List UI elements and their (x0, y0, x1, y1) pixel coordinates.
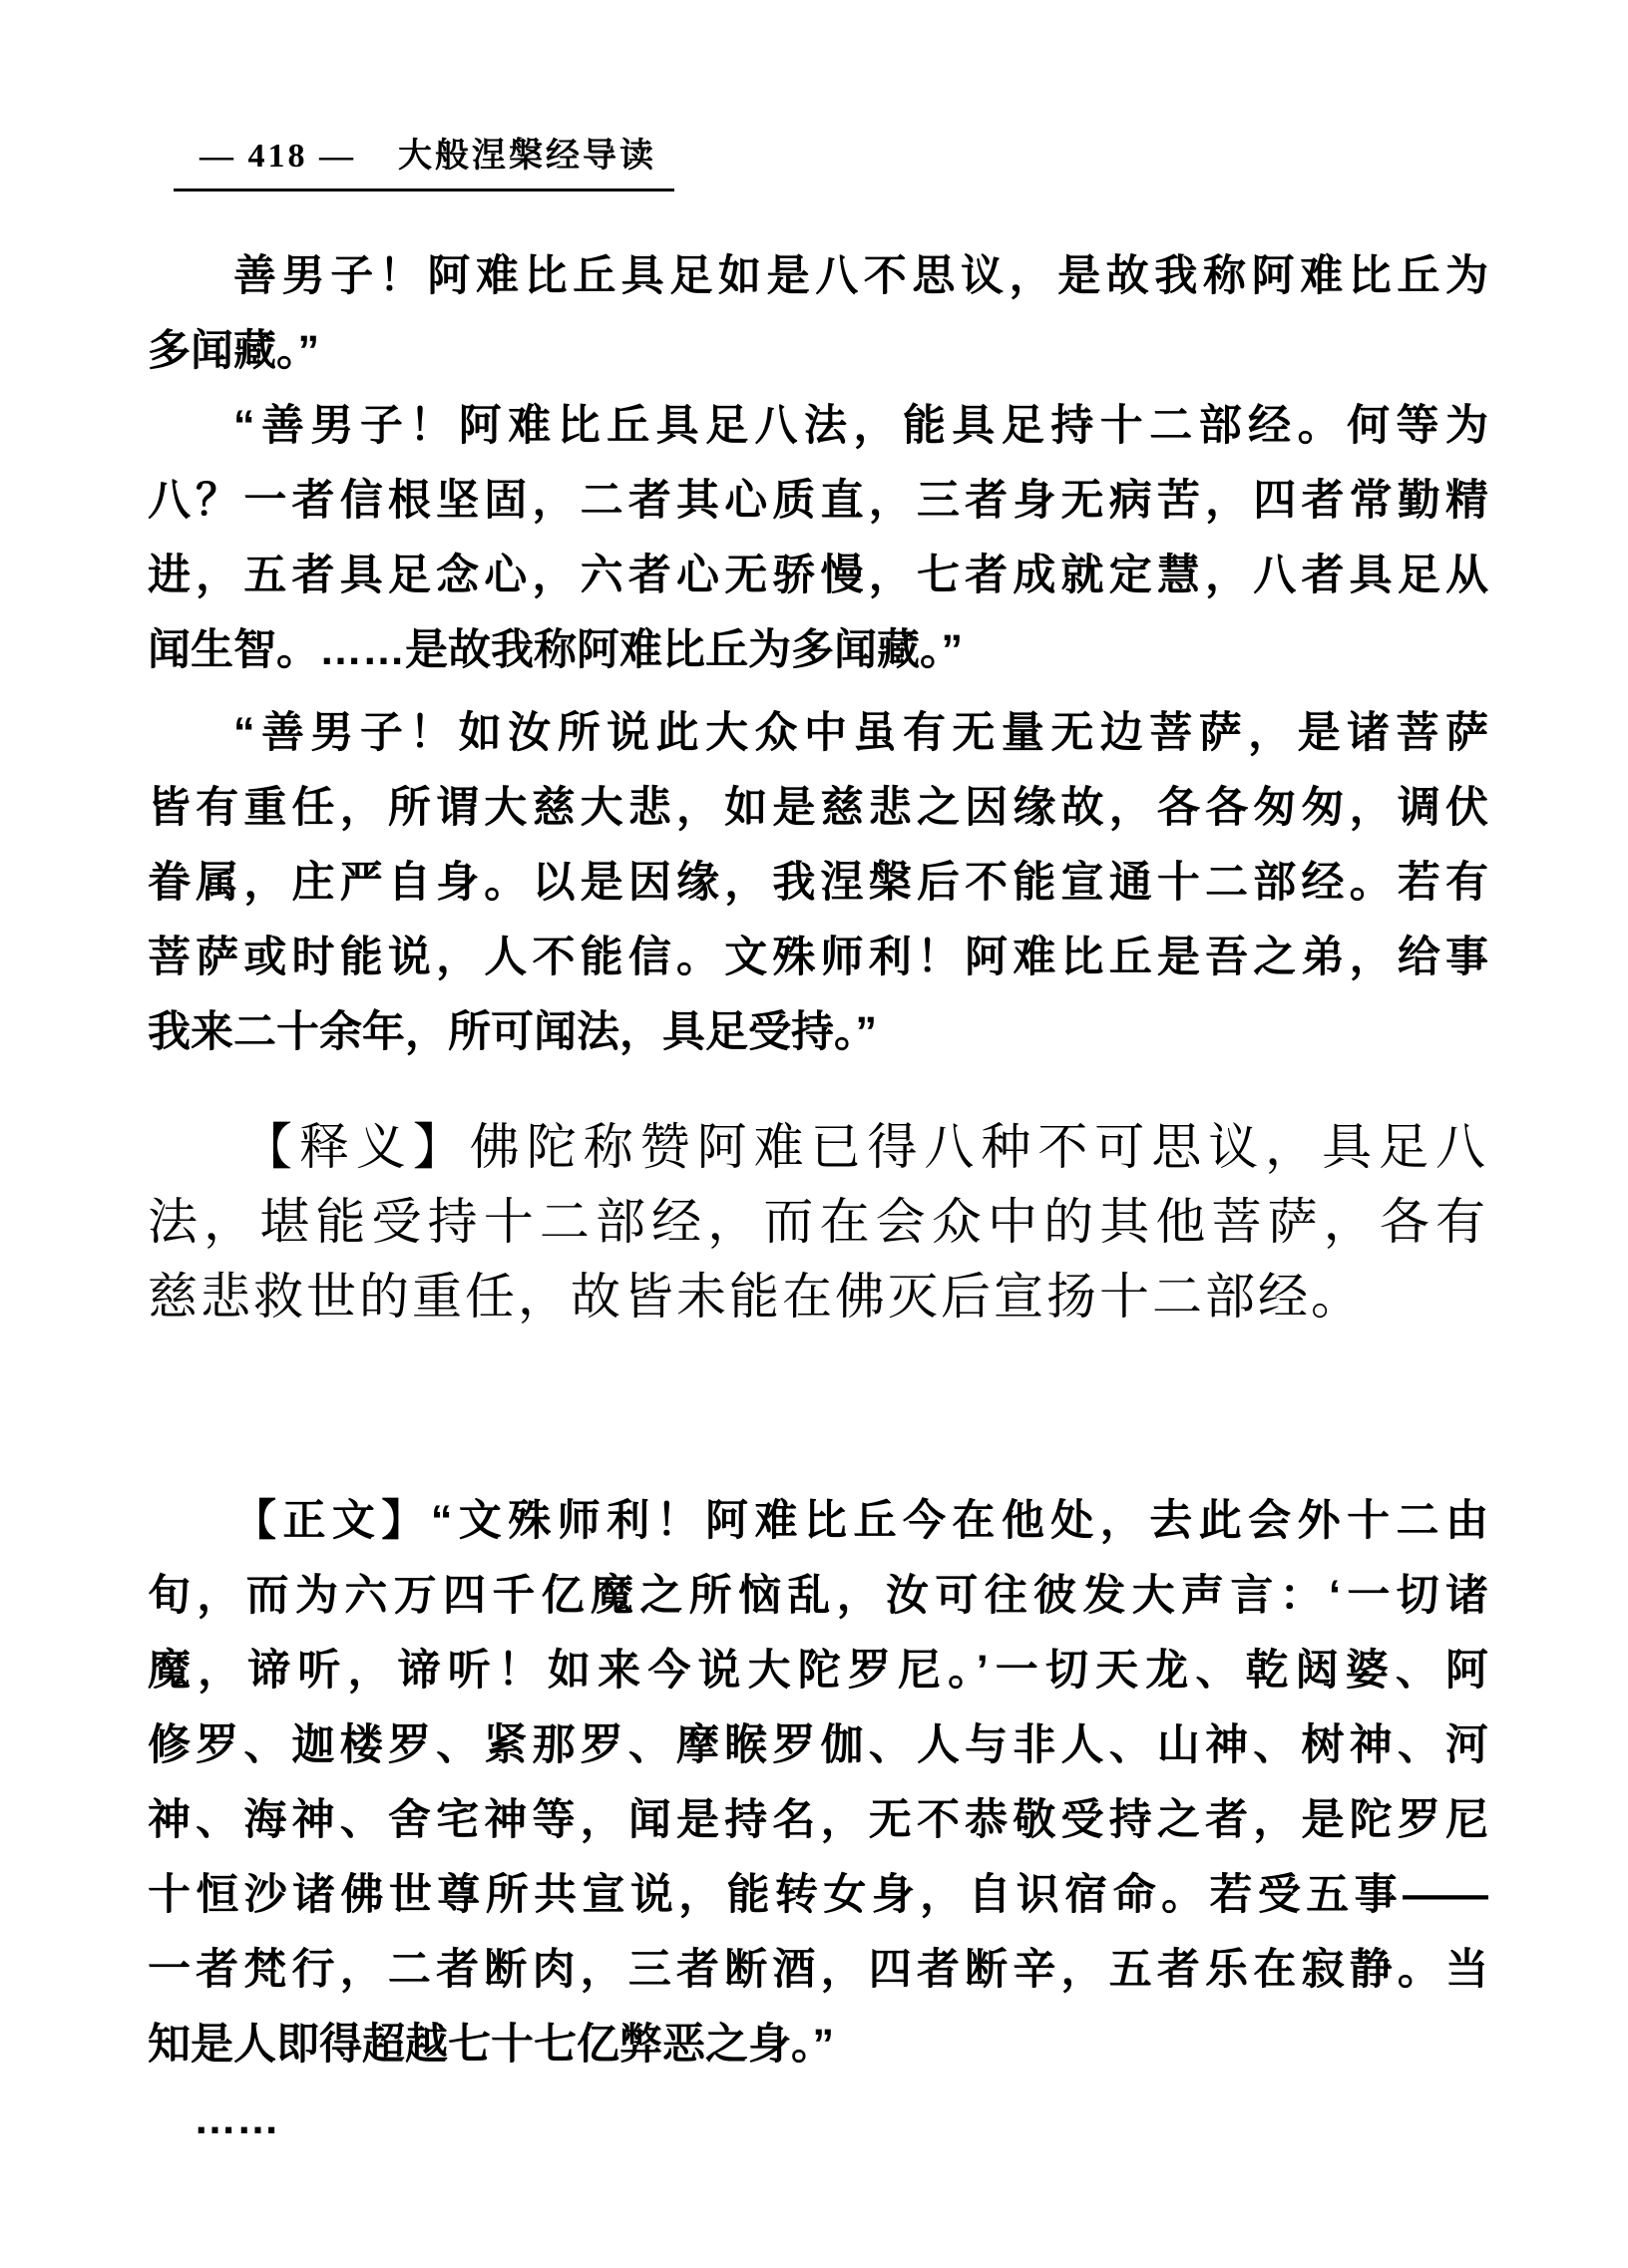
text-line: 一者梵行，二者断肉，三者断酒，四者断辛，五者乐在寂静。当 (148, 1946, 1488, 1994)
text-line: 慈悲救世的重任，故皆未能在佛灭后宣扬十二部经。 (148, 1269, 1364, 1324)
page-number: — 418 — (200, 138, 356, 175)
text-line: 多闻藏。” (148, 327, 319, 375)
text-line: 眷属，庄严自身。以是因缘，我涅槃后不能宣通十二部经。若有 (148, 859, 1488, 907)
text-line: 法，堪能受持十二部经，而在会众中的其他菩萨，各有 (148, 1194, 1488, 1250)
text-line: 神、海神、舍宅神等，闻是持名，无不恭敬受持之者，是陀罗尼 (148, 1796, 1488, 1844)
trailing-ellipsis: …… (194, 2095, 279, 2143)
page-body (148, 239, 1488, 2157)
text-line: 魔，谛听，谛听！如来今说大陀罗尼。’一切天龙、乾闼婆、阿 (148, 1647, 1488, 1695)
paragraph-sutra-quote-2 (148, 389, 1488, 688)
paragraph-commentary-shiyi (148, 1110, 1488, 1334)
paragraph-sutra-quote-3 (148, 696, 1488, 1070)
text-line: 皆有重任，所谓大慈大悲，如是慈悲之因缘故，各各匆匆，调伏 (148, 784, 1488, 832)
text-line: 闻生智。……是故我称阿难比丘为多闻藏。” (148, 626, 963, 674)
book-title: 大般涅槃经导读 (398, 138, 656, 175)
text-line: 进，五者具足念心，六者心无骄慢，七者成就定慧，八者具足从 (148, 552, 1488, 599)
paragraph-main-text-zhengwen (148, 1484, 1488, 2082)
text-line: 旬，而为六万四千亿魔之所恼乱，汝可往彼发大声言：‘一切诸 (148, 1572, 1488, 1620)
text-line: 修罗、迦楼罗、紧那罗、摩睺罗伽、人与非人、山神、树神、河 (148, 1721, 1488, 1769)
text-line: “善男子！阿难比丘具足八法，能具足持十二部经。何等为 (233, 402, 1488, 450)
text-line: 善男子！阿难比丘具足如是八不思议，是故我称阿难比丘为 (233, 252, 1488, 300)
text-line: 八？一者信根坚固，二者其心质直，三者身无病苦，四者常勤精 (148, 477, 1488, 525)
paragraph-sutra-quote-1 (148, 239, 1488, 389)
text-line: 菩萨或时能说，人不能信。文殊师利！阿难比丘是吾之弟，给事 (148, 934, 1488, 981)
text-line: “善男子！如汝所说此大众中虽有无量无边菩萨，是诸菩萨 (233, 709, 1488, 757)
text-line: 【释义】佛陀称赞阿难已得八种不可思议，具足八 (242, 1119, 1488, 1175)
running-header (174, 128, 674, 191)
text-line: 我来二十余年，所可闻法，具足受持。” (148, 1008, 877, 1056)
text-line: 十恒沙诸佛世尊所共宣说，能转女身，自识宿命。若受五事—— (148, 1871, 1488, 1919)
text-line: 【正文】“文殊师利！阿难比丘今在他处，去此会外十二由 (233, 1497, 1488, 1545)
text-line: 知是人即得超越七十七亿弊恶之身。” (148, 2021, 834, 2069)
